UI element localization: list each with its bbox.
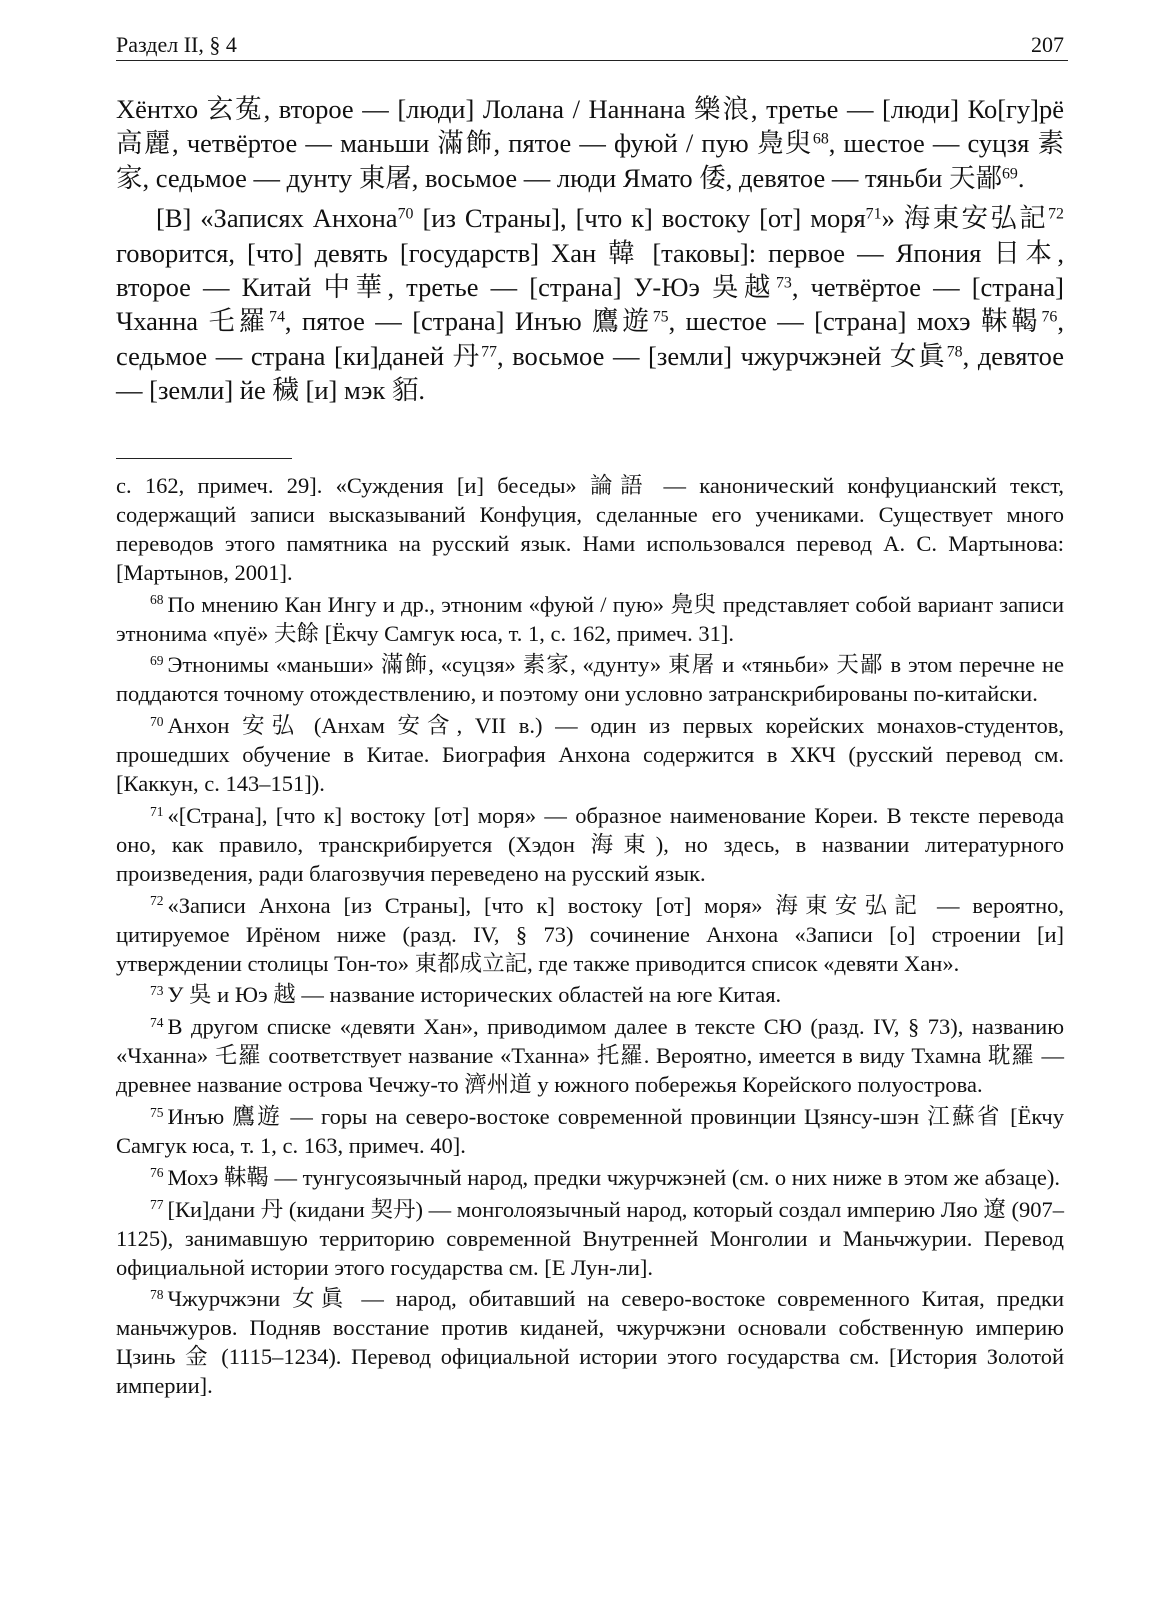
footnote-text: Этнонимы «маньши» 滿飾, «суцзя» 素家, «дунту» 東屠 и «тяньби» 天鄙 в этом перечне не поддаются точному отождествлению, и поэтому они условно затранскрибированы по-китайски.	[116, 652, 1064, 707]
footnote-76	[116, 1164, 1064, 1193]
footnote-ref-69[interactable]: 69	[1001, 165, 1018, 183]
footnote-ref-70[interactable]: 70	[397, 205, 414, 223]
footnote-text: Инъю 鷹遊 — горы на северо-востоке современной провинции Цзянсу-шэн 江蘇省 [Ёкчу Самгук юса, т. 1, с. 163, примеч. 40].	[116, 1104, 1064, 1158]
footnote-number: 74	[150, 1014, 164, 1030]
footnote-continuation: с. 162, примеч. 29]. «Суждения [и] беседы» 論語 — канонический конфуцианский текст, содержащий записи высказываний Конфуция, сделанные его учениками. Существует много переводов этого памятника на русский язык. Нами использовался перевод А. С. Мартынова: [Мартынов, 2001].	[116, 473, 1064, 585]
footnote-text: «[Страна], [что к] востоку [от] моря» — образное наименование Кореи. В тексте перевода оно, как правило, транскрибируется (Хэдон 海東), но здесь, в названии литературного произведения, ради благозвучия переведено на русский язык.	[116, 802, 1064, 886]
footnote-77	[116, 1196, 1064, 1283]
footnote-number: 68	[150, 592, 164, 608]
footnote-ref-68[interactable]: 68	[812, 130, 829, 148]
footnote-72	[116, 892, 1064, 979]
footnote-number: 75	[150, 1104, 164, 1120]
footnote-ref-75[interactable]: 75	[652, 308, 669, 326]
footnote-78	[116, 1285, 1064, 1401]
header-rule	[116, 60, 1068, 61]
footnote-69	[116, 651, 1064, 709]
footnote-70	[116, 712, 1064, 799]
footnote-number: 76	[150, 1165, 164, 1181]
footnote-text: «Записи Анхона [из Страны], [что к] востоку [от] моря» 海東安弘記 — вероятно, цитируемое Ирёном ниже (разд. IV, § 73) сочинение Анхона «Записи [о] строении [и] утверждении столицы Тон-то» 東都成立記, где также приводится список «девяти Хан».	[116, 892, 1064, 976]
footnote-text: [Ки]дани 丹 (кидани 契丹) — монголоязычный народ, который создал империю Ляо 遼 (907–1125), занимавшую территорию современной Внутренней Монголии и Маньчжурии. Перевод официальной истории этого государства см. [Е Лун-ли].	[116, 1196, 1064, 1280]
footnote-text: Мохэ 靺鞨 — тунгусоязычный народ, предки чжурчжэней (см. о них ниже в этом же абзаце).	[167, 1164, 1061, 1190]
running-head: Раздел II, § 4	[116, 32, 237, 57]
paragraph-1: Хёнтхо 玄菟, второе — [люди] Лолана / Наннана 樂浪, третье — [люди] Ко[гу]рё 高麗, четвёртое — маньши 滿飾, пятое — фуюй / пую 鳧臾$^{68}$, шестое — суцзя 素家, седьмое — дунту 東屠, восьмое — люди Ямато 倭, девятое — тяньби 天鄙$^{69}$.	[116, 94, 1064, 193]
footnote-text: У 吳 и Юэ 越 — название исторических областей на юге Китая.	[167, 982, 782, 1008]
footnote-ref-71[interactable]: 71	[865, 205, 882, 223]
footnote-74	[116, 1013, 1064, 1100]
footnote-ref-76[interactable]: 76	[1041, 308, 1058, 326]
footnote-text: Анхон 安弘 (Анхам 安含, VII в.) — один из первых корейских монахов-студентов, прошедших обучение в Китае. Биография Анхона содержится в ХКЧ (русский перевод см. [Каккун, с. 143–151]).	[116, 713, 1064, 797]
footnote-number: 73	[150, 982, 164, 998]
footnote-text: Чжурчжэни 女眞 — народ, обитавший на северо-востоке современного Китая, предки маньчжуров. Подняв восстание против киданей, чжурчжэни основали собственную империю Цзинь 金 (1115–1234). Перевод официальной истории этого государства см. [История Золотой империи].	[116, 1286, 1064, 1399]
footnote-separator	[116, 458, 292, 459]
footnotes	[116, 472, 1064, 1401]
footnote-number: 70	[150, 713, 164, 729]
footnote-text: По мнению Кан Ингу и др., этноним «фуюй / пую» 鳧臾 представляет собой вариант записи этнонима «пуё» 夫餘 [Ёкчу Самгук юса, т. 1, с. 162, примеч. 31].	[116, 591, 1064, 646]
footnote-73	[116, 981, 1064, 1010]
paragraph-2: [В] «Записях Анхона$^{70}$ [из Страны], [что к] востоку [от] моря$^{71}$» 海東安弘記$^{72}$ говорится, [что] девять [государств] Хан 韓 [таковы]: первое — Япония 日本, второе — Китай 中華, третье — [страна] У-Юэ 吳越$^{73}$, четвёртое — [страна] Чханна 乇羅$^{74}$, пятое — [страна] Инъю 鷹遊$^{75}$, шестое — [страна] мохэ 靺鞨$^{76}$, седьмое — страна [ки]даней 丹$^{77}$, восьмое — [земли] чжурчжэней 女眞$^{78}$, девятое — [земли] йе 穢 [и] мэк 貊.	[116, 203, 1064, 406]
footnote-text: В другом списке «девяти Хан», приводимом далее в тексте СЮ (разд. IV, § 73), названию «Чханна» 乇羅 соответствует название «Тханна» 托羅. Вероятно, имеется в виду Тхамна 耽羅 — древнее название острова Чечжу-то 濟州道 у южного побережья Корейского полуострова.	[116, 1014, 1064, 1098]
footnote-75	[116, 1103, 1064, 1161]
footnote-number: 78	[150, 1287, 164, 1303]
footnote-number: 72	[150, 893, 164, 909]
footnote-number: 69	[150, 653, 164, 669]
footnote-68	[116, 591, 1064, 649]
footnote-ref-73[interactable]: 73	[775, 274, 792, 292]
footnote-number: 71	[150, 803, 164, 819]
page-header	[116, 28, 1064, 62]
footnote-ref-72[interactable]: 72	[1048, 205, 1064, 223]
footnote-71	[116, 802, 1064, 889]
main-text	[116, 92, 1064, 408]
footnote-number: 77	[150, 1197, 164, 1213]
page-number: 207	[1031, 32, 1064, 57]
footnote-ref-77[interactable]: 77	[481, 343, 497, 361]
footnote-ref-74[interactable]: 74	[269, 308, 285, 326]
footnote-ref-78[interactable]: 78	[946, 343, 963, 361]
